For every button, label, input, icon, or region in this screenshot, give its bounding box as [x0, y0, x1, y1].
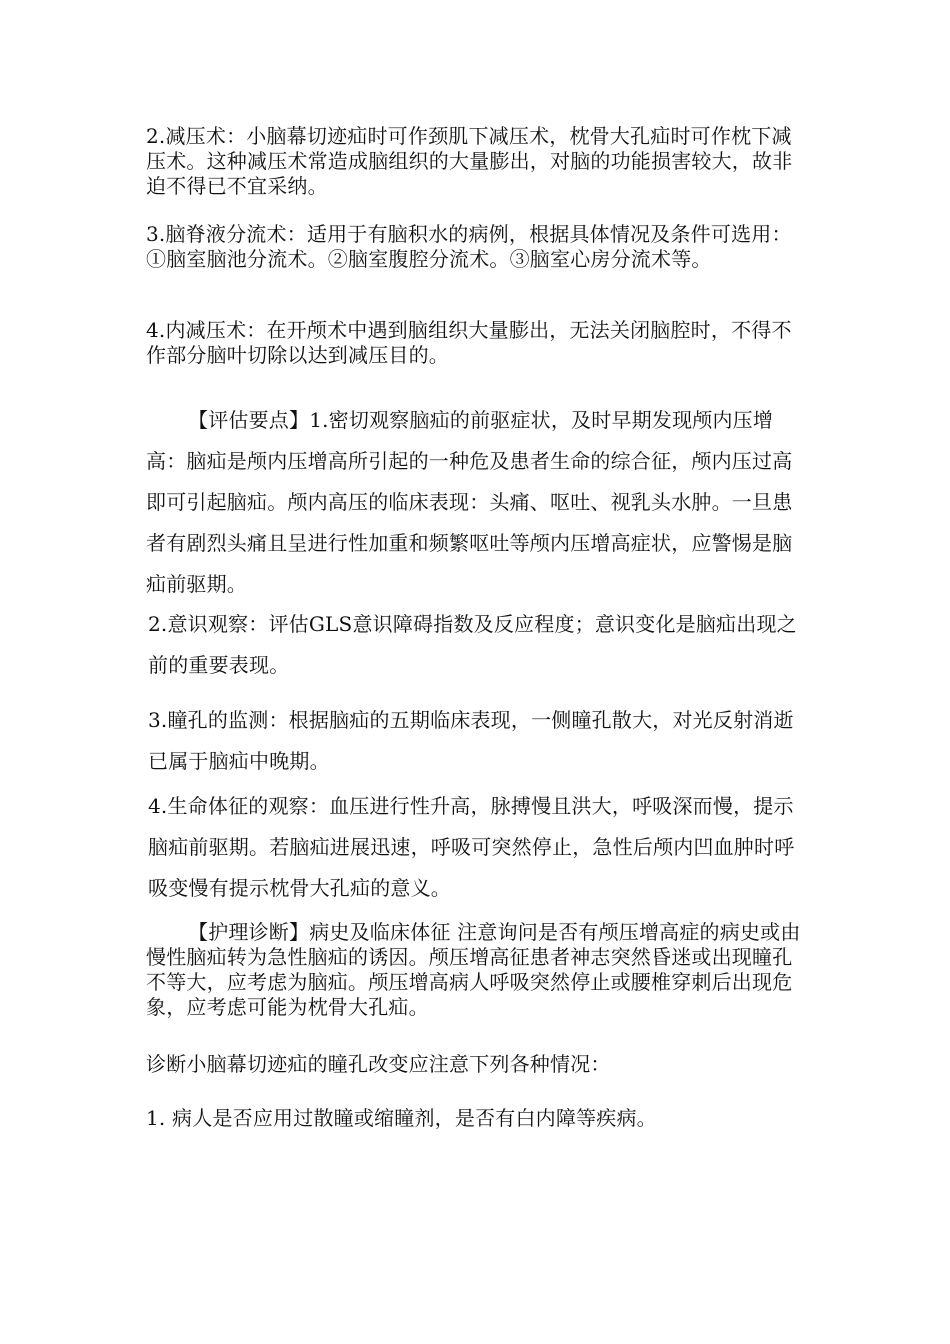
paragraph-internal-decompression: 4.内减压术：在开颅术中遇到脑组织大量膨出，无法关闭脑腔时，不得不作部分脑叶切除以达到减压目的。: [146, 318, 792, 367]
paragraph-vital-signs: 4.生命体征的观察：血压进行性升高，脉搏慢且洪大，呼吸深而慢，提示脑疝前驱期。若脑疝进展迅速，呼吸可突然停止，急性后颅内凹血肿时呼吸变慢有提示枕骨大孔疝的意义。: [148, 794, 795, 900]
paragraph-consciousness: 2.意识观察：评估GLS意识障碍指数及反应程度；意识变化是脑疝出现之前的重要表现。: [148, 612, 797, 677]
paragraph-nursing-diagnosis: 【护理诊断】病史及临床体征 注意询问是否有颅压增高症的病史或由慢性脑疝转为急性脑疝的诱因。颅压增高征患者神志突然昏迷或出现瞳孔不等大，应考虑为脑疝。颅压增高病人呼吸突然停止或腰椎穿刺后出现危象，应考虑可能为枕骨大孔疝。: [146, 920, 801, 1019]
paragraph-assessment-points: 【评估要点】1.密切观察脑疝的前驱症状，及时早期发现颅内压增高：脑疝是颅内压增高所引起的一种危及患者生命的综合征，颅内压过高即可引起脑疝。颅内高压的临床表现：头痛、呕吐、视乳头水肿。一旦患者有剧烈头痛且呈进行性加重和频繁呕吐等颅内压增高症状，应警惕是脑疝前驱期。: [146, 408, 793, 596]
paragraph-csf-shunt: 3.脑脊液分流术：适用于有脑积水的病例，根据具体情况及条件可选用：①脑室脑池分流术。②脑室腹腔分流术。③脑室心房分流术等。: [146, 222, 792, 271]
paragraph-list-item-1: 1. 病人是否应用过散瞳或缩瞳剂，是否有白内障等疾病。: [146, 1106, 657, 1130]
paragraph-pupil-monitoring: 3.瞳孔的监测：根据脑疝的五期临床表现，一侧瞳孔散大，对光反射消逝已属于脑疝中晚期。: [148, 708, 794, 773]
paragraph-diagnosis-intro: 诊断小脑幕切迹疝的瞳孔改变应注意下列各种情况：: [146, 1052, 611, 1076]
paragraph-decompression: 2.减压术：小脑幕切迹疝时可作颈肌下减压术，枕骨大孔疝时可作枕下减压术。这种减压术常造成脑组织的大量膨出，对脑的功能损害较大，故非迫不得已不宜采纳。: [146, 124, 793, 198]
